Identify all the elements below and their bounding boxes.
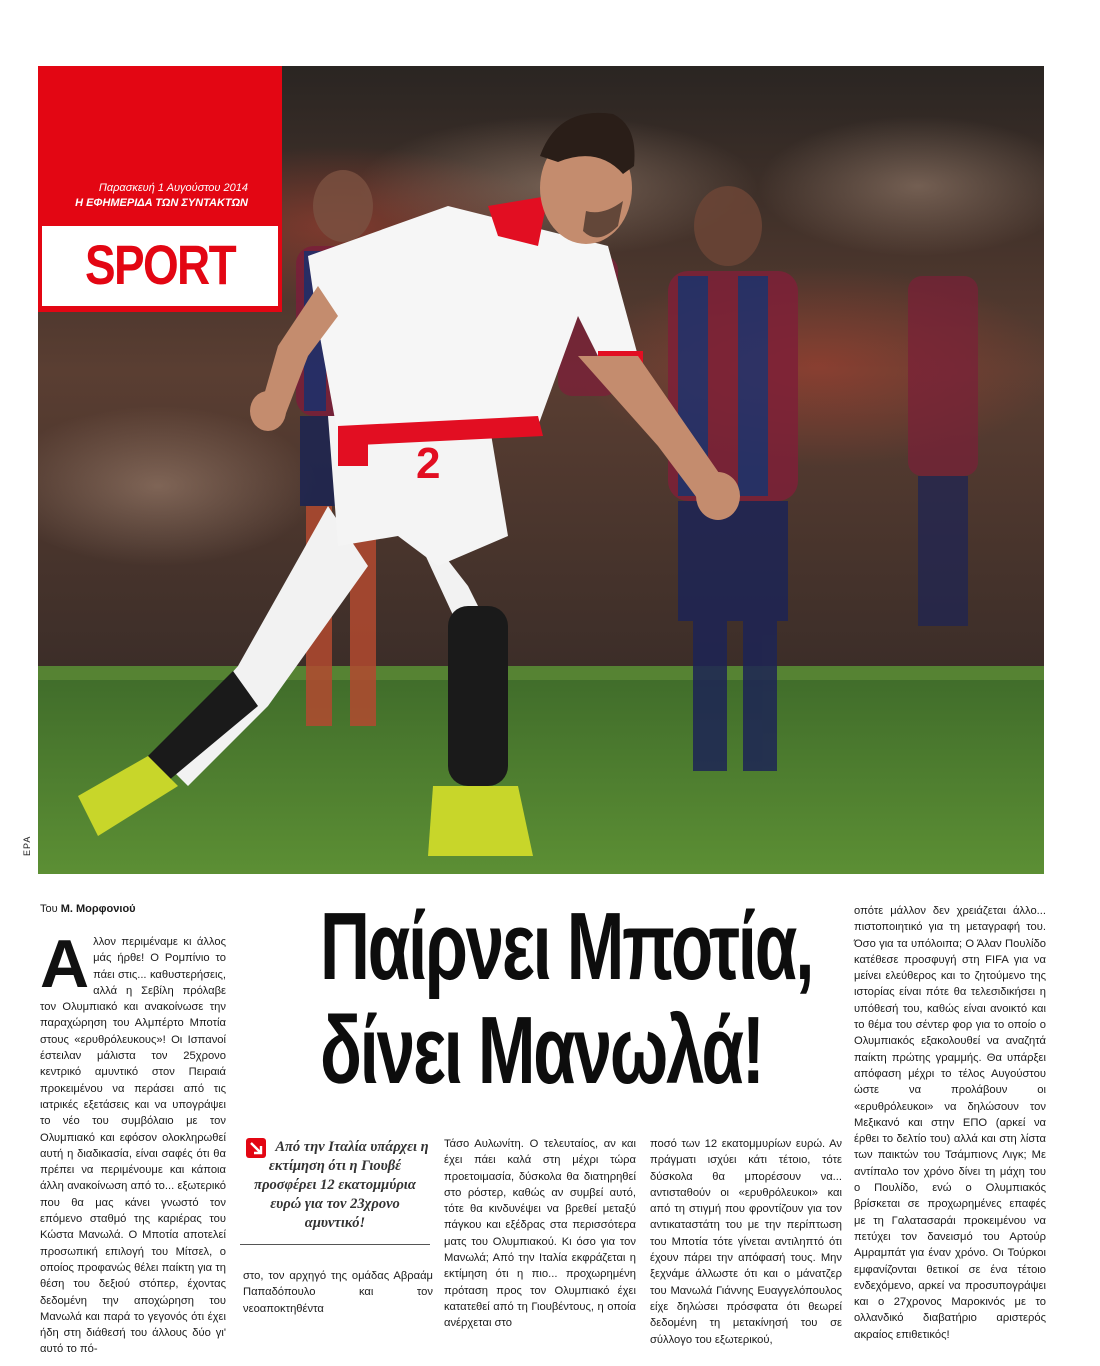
article-column-5 — [854, 903, 1046, 1343]
section-masthead — [38, 66, 282, 312]
arrow-icon — [246, 1138, 266, 1158]
article-text-2: στο, τον αρχηγό της ομάδας Αβραάμ Παπαδόπουλο και τον νεοαποκτηθέντα — [243, 1270, 433, 1315]
photo-credit: EPA — [22, 835, 32, 856]
section-title: SPORT — [84, 233, 235, 296]
article-text-4: ποσό των 12 εκατομμυρίων ευρώ. Αν πράγματι ισχύει κάτι τέτοιο, τότε δύσκολα θα μπορέσουν να... αντισταθούν οι «ερυθρόλευκοι» και από τη στιγμή που φροντίζουν για τον αντικαταστάτη του με την περίπτωση του Μποτία τότε γίνεται αντιληπτό ότι έχουν πάρει την απόφασή τους. Μην ξεχνάμε άλλωστε ότι και ο μάνατζερ του Μανωλά Γιάννης Ευαγγελόπουλος είχε δηλώσει πρόσφατα ότι θεωρεί δεδομένη τη μετακίνησή του σε σύλλογο του εξωτερικού, — [650, 1138, 842, 1346]
pull-quote-text: Από την Ιταλία υπάρχει η εκτίμηση ότι η Γιουβέ προσφέρει 12 εκατομμύρια ευρώ για τον 23χρονο αμυντικό! — [254, 1139, 429, 1231]
headline-line-1: Παίρνει Μποτία, — [320, 893, 813, 1000]
jersey-number: 2 — [416, 439, 441, 488]
headline — [236, 895, 836, 1103]
drop-cap: Α — [40, 926, 90, 1002]
byline — [40, 903, 136, 915]
pull-quote — [240, 1132, 430, 1245]
newspaper-name: Η ΕΦΗΜΕΡΙΔΑ ΤΩΝ ΣΥΝΤΑΚΤΩΝ — [75, 197, 248, 209]
issue-date: Παρασκευή 1 Αυγούστου 2014 — [98, 182, 248, 194]
article-column-4 — [650, 1136, 842, 1348]
section-label-box — [42, 226, 278, 306]
article-text-3: Τάσο Αυλωνίτη. Ο τελευταίος, αν και έχει πάει καλά στη μέχρι τώρα προετοιμασία, δύσκολα θα διατηρηθεί στο ρόστερ, καθώς αν συμβεί αυτό, τότε θα κινδυνέψει να βρεθεί μεταξύ πάγκου και εξέδρας στα περισσότερα ματς του Ολυμπιακού. Κι όσο για τον Μανωλά; Από την Ιταλία εκφράζεται η εκτίμηση ότι η πιο... προχωρημένη πρόταση προς τον Ολυμπιακό έχει κατατεθεί από τη Γιουβέντους, η οποία ανέρχεται στο — [444, 1138, 636, 1330]
article-column-1 — [40, 926, 226, 1358]
byline-prefix: Του — [40, 903, 58, 915]
article-column-2 — [243, 1268, 433, 1317]
headline-line-2: δίνει Μανωλά! — [320, 997, 763, 1104]
article-column-3 — [444, 1136, 636, 1332]
byline-author: Μ. Μορφονιού — [60, 903, 136, 915]
article-text-1: λλον περιμέναμε κι άλλος μάς ήρθε! Ο Ρομπίνιο το πάει στις... καθυστερήσεις, αλλά η Σεβίλη πρόλαβε τον Ολυμπιακό και ανακοίνωσε την παραχώρηση του Αλμπέρτο Μποτία στους «ερυθρόλευκους»! Οι Ισπανοί έστειλαν μάλιστα τον 25χρονο κεντρικό αμυντικό στον Πειραιά προκειμένου να περάσει από τις ιατρικές εξετάσεις και να υπογράψει το νέο του συμβόλαιο με τον Ολυμπιακό και εφόσον ολοκληρωθεί αυτή η διαδικασία, είναι σαφές ότι θα πρέπει να περιμένουμε και κάποια άλλη ανακοίνωση από το... εξωτερικό που θα μας κάνει γνωστό τον επόμενο σταθμό της καριέρας του Κώστα Μανωλά. Ο Μποτία αποτελεί προσωπική επιλογή του Μίτσελ, ο οποίος προφανώς θέλει παίκτη για τη θέση του δεξιού στόπερ, έχοντας δεδομένη την αποχώρηση του Μανωλά και παρά το γεγονός ότι έχει ήδη στη διάθεσή του άλλους δύο γι' αυτό το πό- — [40, 936, 226, 1356]
article-text-5: οπότε μάλλον δεν χρειάζεται άλλο... πιστοποιητικό για τη μεταγραφή του. Όσο για τα υπόλοιπα; Ο Άλαν Πουλίδο κατέθεσε προσφυγή στη FIFA για να μείνει ελεύθερος και το ζητούμενο της ιστορίας είναι πότε θα τελεσιδικήσει η υπόθεσή του, καθώς είναι ανοικτό και το θέμα του σέντερ φορ για το οποίο ο Ολυμπιακός εξακολουθεί να αναζητά παίκτη πρώτης γραμμής. Θα υπάρξει απόφαση μέχρι το τέλος Αυγούστου ώστε να προλάβουν οι «ερυθρόλευκοι» να δηλώσουν τον Μεξικανό και στην ΕΠΟ (αρκεί να έρθει το δελτίο του) αλλά και στη λίστα των παικτών του Τσάμπιονς Λιγκ; Με αντίπαλο τον χρόνο δίνει τη μάχη του ο Πουλίδο, ενώ ο Ολυμπιακός βρίσκεται σε προχωρημένες επαφές με τη Γαλατασαράι προκειμένου να πετύχει τον δανεισμό του Αρτούρ Αμραμπάτ για έναν χρόνο. Οι Τούρκοι εμφανίζονται θετικοί σε ένα τέτοιο ενδεχόμενο, αρκεί να προσυπογράψει και ο 27χρονος Μαροκινός με το ολλανδικό διαβατήριο αριστερός ακραίος επιθετικός! — [854, 905, 1046, 1341]
